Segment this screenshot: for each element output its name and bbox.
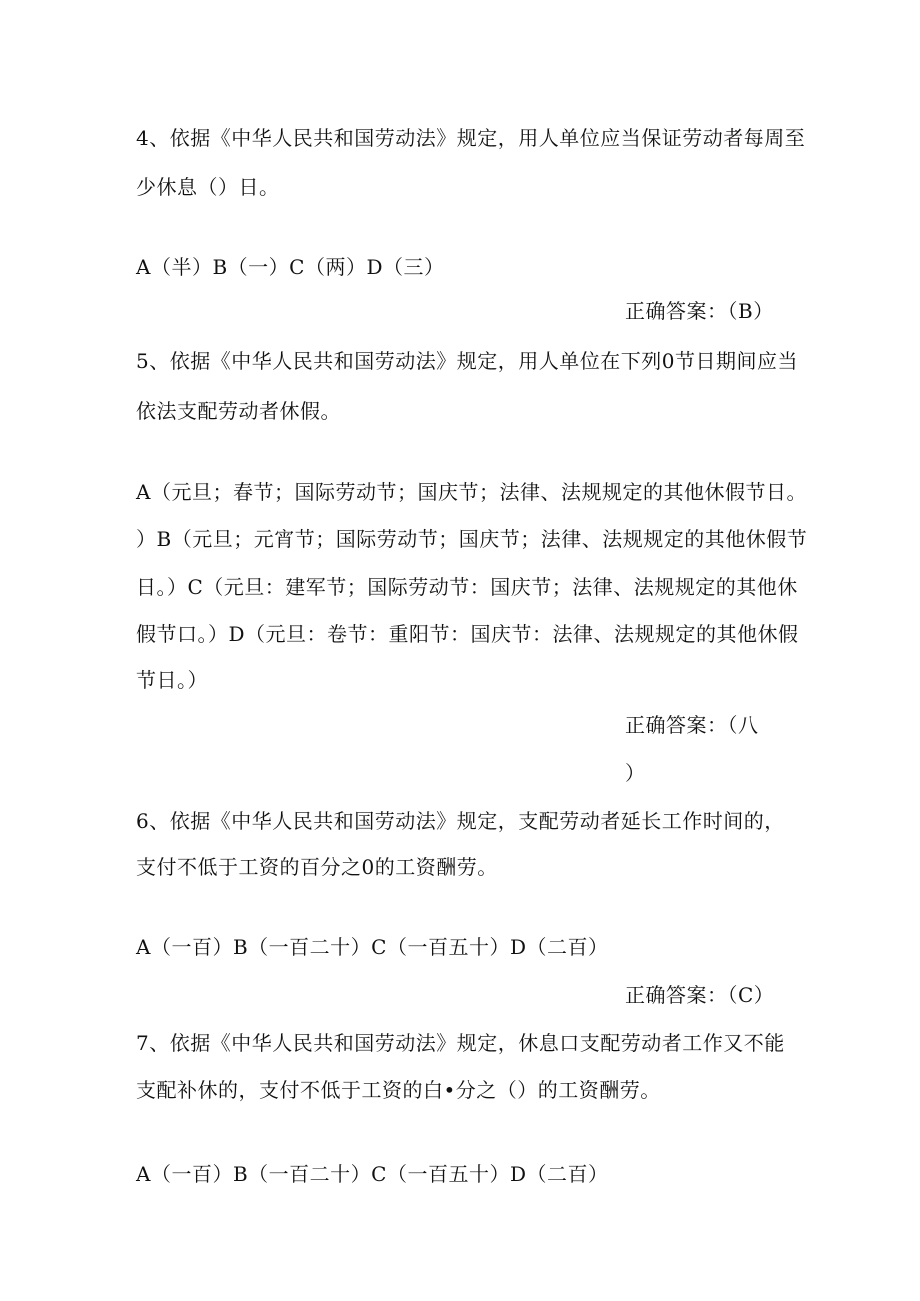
question-7-stem-line-1: 7、依据《中华人民共和国劳动法》规定，休息口支配劳动者工作又不能 (136, 1031, 785, 1055)
question-6-options: A（一百）B（一百二十）C（一百五十）D（二百） (136, 935, 609, 959)
question-5-stem-line-2: 依法支配劳动者休假。 (136, 399, 341, 423)
question-5-options-line-1: A（元旦；春节；国际劳动节；国庆节；法律、法规规定的其他休假节日。 (136, 480, 807, 504)
question-5-options-line-2: ）B（元旦；元宵节；国际劳动节；国庆节；法律、法规规定的其他休假节 (136, 527, 808, 551)
question-5-answer-line-1: 正确答案：（八 (625, 713, 759, 737)
question-5-options-line-5: 节日。） (136, 668, 208, 692)
question-6-answer: 正确答案：（C） (625, 983, 775, 1007)
question-6-stem-line-1: 6、依据《中华人民共和国劳动法》规定，支配劳动者延长工作时间的， (136, 809, 785, 833)
question-6-stem-line-2: 支付不低于工资的百分之0的工资酬劳。 (136, 855, 498, 879)
question-4-answer: 正确答案：（B） (625, 299, 774, 323)
question-4-stem-line-1: 4、依据《中华人民共和国劳动法》规定，用人单位应当保证劳动者每周至 (136, 126, 806, 150)
question-5-options-line-4: 假节口。）D（元旦：卷节：重阳节：国庆节：法律、法规规定的其他休假 (136, 622, 799, 646)
question-5-options-line-3: 日。）C（元旦：建军节；国际劳动节：国庆节；法律、法规规定的其他休 (136, 575, 798, 599)
question-7-stem-line-2: 支配补休的，支付不低于工资的白•分之（）的工资酬劳。 (136, 1078, 661, 1102)
question-5-stem-line-1: 5、依据《中华人民共和国劳动法》规定，用人单位在下列0节日期间应当 (136, 349, 798, 373)
question-5-answer-line-2: ） (625, 761, 646, 785)
question-7-options: A（一百）B（一百二十）C（一百五十）D（二百） (136, 1162, 609, 1186)
question-4-stem-line-2: 少休息（）日。 (136, 175, 280, 199)
question-4-options: A（半）B（一）C（两）D（三） (136, 255, 445, 279)
